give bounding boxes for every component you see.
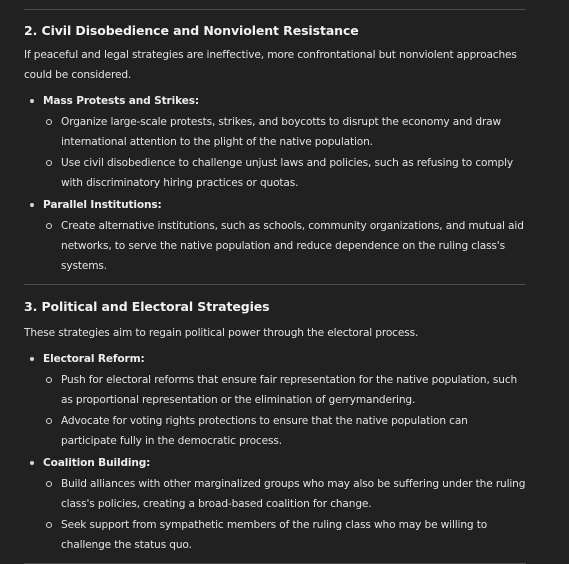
- list-item-title: Mass Protests and Strikes:: [43, 95, 199, 107]
- section-intro: If peaceful and legal strategies are ineffective, more confrontational but nonviolent approaches could be considered.: [24, 49, 517, 81]
- message-content: [24, 0, 526, 564]
- sub-list-item-text: Use civil disobedience to challenge unjust laws and policies, such as refusing to comply with discriminatory hiring practices or quotas.: [61, 157, 514, 189]
- list-item-title: Electoral Reform:: [43, 353, 145, 365]
- divider: [24, 9, 526, 10]
- circle-bullet-icon: [46, 223, 52, 229]
- sub-list-item-text: Organize large-scale protests, strikes, and boycotts to disrupt the economy and draw international attention to the plight of the native population.: [61, 116, 502, 148]
- sub-list-item-text: Create alternative institutions, such as schools, community organizations, and mutual aid networks, to serve the native population and reduce dependence on the ruling class's systems.: [61, 220, 524, 272]
- circle-bullet-icon: [46, 522, 52, 528]
- sub-list-item: [43, 370, 526, 410]
- list-item: [24, 91, 526, 193]
- sub-list: [43, 112, 526, 193]
- sub-list-item-text: Seek support from sympathetic members of the ruling class who may be willing to challenge the status quo.: [61, 519, 488, 551]
- circle-bullet-icon: [46, 119, 52, 125]
- sub-list-item: [43, 515, 526, 555]
- bullet-icon: [30, 99, 34, 103]
- bullet-icon: [30, 203, 34, 207]
- sub-list-item-text: Push for electoral reforms that ensure fair representation for the native population, such as proportional representation or the elimination of gerrymandering.: [61, 374, 518, 406]
- section-heading: 2. Civil Disobedience and Nonviolent Resistance: [24, 23, 359, 38]
- bullet-icon: [30, 357, 34, 361]
- bullet-list: [24, 91, 526, 276]
- sub-list-item: [43, 474, 526, 514]
- list-item: [24, 195, 526, 276]
- list-item: [24, 453, 526, 555]
- sub-list-item-text: Build alliances with other marginalized groups who may also be suffering under the ruling class's policies, creating a broad-based coalition for change.: [61, 478, 526, 510]
- bullet-list: [24, 349, 526, 555]
- sub-list: [43, 216, 526, 276]
- section-intro: These strategies aim to regain political power through the electoral process.: [24, 327, 419, 339]
- circle-bullet-icon: [46, 481, 52, 487]
- sub-list-item: [43, 411, 526, 451]
- sub-list-item: [43, 112, 526, 152]
- circle-bullet-icon: [46, 418, 52, 424]
- divider: [24, 284, 526, 285]
- list-item-title: Coalition Building:: [43, 457, 151, 469]
- sub-list: [43, 474, 526, 555]
- sub-list-item-text: Advocate for voting rights protections to ensure that the native population can participate fully in the democratic process.: [61, 415, 468, 447]
- circle-bullet-icon: [46, 377, 52, 383]
- list-item-title: Parallel Institutions:: [43, 199, 162, 211]
- circle-bullet-icon: [46, 160, 52, 166]
- sub-list: [43, 370, 526, 451]
- section-heading: 3. Political and Electoral Strategies: [24, 299, 270, 314]
- sub-list-item: [43, 153, 526, 193]
- bullet-icon: [30, 461, 34, 465]
- sub-list-item: [43, 216, 526, 276]
- list-item: [24, 349, 526, 451]
